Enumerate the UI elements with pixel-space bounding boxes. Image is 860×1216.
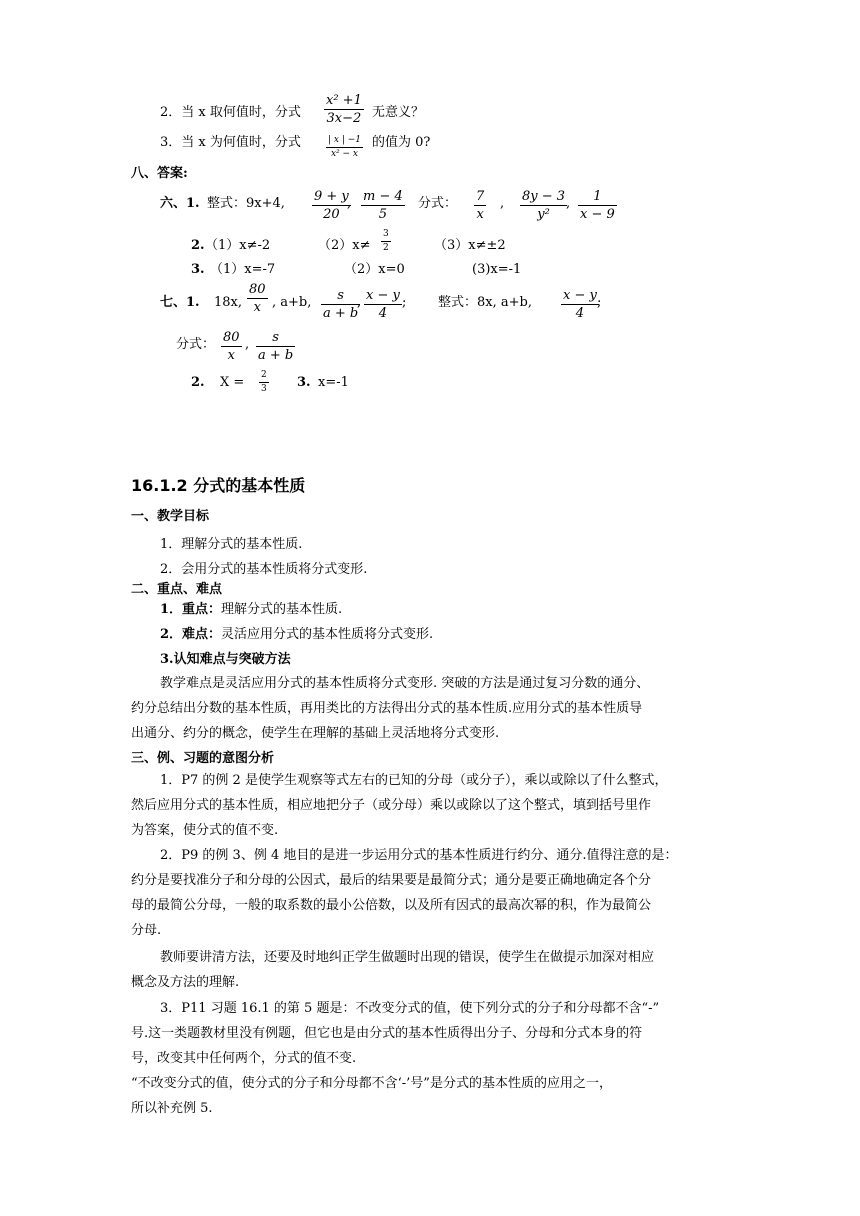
paragraph-3-line-1: 2．P9 的例 3、例 4 地目的是进一步运用分式的基本性质进行约分、通分.值得注意的是： bbox=[160, 848, 678, 863]
seven-label: 七、1. bbox=[160, 295, 200, 310]
seven-fraction-5: $\frac{80}{x}$ bbox=[223, 330, 240, 363]
six-2-a: （1）x≠-2 bbox=[205, 238, 271, 253]
seven-3-label: 3. bbox=[297, 375, 311, 390]
six-fraction-2: $\frac{m - 4}{5}$ bbox=[363, 189, 403, 222]
paragraph-1-line-2: 约分总结出分数的基本性质，再用类比的方法得出分式的基本性质.应用分式的基本性质导 bbox=[131, 701, 643, 716]
paragraph-6-line-2: 所以补充例 5. bbox=[131, 1101, 213, 1116]
heading-key-points: 二、重点、难点 bbox=[131, 582, 223, 597]
seven-fraction-4: $\frac{x - y}{4}$ bbox=[563, 288, 597, 321]
paragraph-5-line-1: 3．P11 习题 16.1 的第 5 题是：不改变分式的值，使下列分式的分子和分母都不含“-” bbox=[160, 1001, 660, 1016]
answers-heading: 八、答案: bbox=[131, 166, 188, 181]
paragraph-2-line-2: 然后应用分式的基本性质，相应地把分子（或分母）乘以或除以了这个整式，填到括号里作 bbox=[131, 798, 652, 813]
six-2-c: （3）x≠±2 bbox=[434, 238, 506, 253]
section-title: 16.1.2 分式的基本性质 bbox=[131, 476, 306, 495]
key-point-3: 3.认知难点与突破方法 bbox=[160, 652, 291, 667]
six-2-label: 2. bbox=[191, 238, 205, 253]
paragraph-6-line-1: “不改变分式的值，使分式的分子和分母都不含‘-’号”是分式的基本性质的应用之一， bbox=[131, 1076, 612, 1091]
seven-zhengshi: 整式：8x, a+b, bbox=[438, 295, 532, 310]
seven-semi-1: ; bbox=[402, 295, 407, 310]
paragraph-4-line-1: 教师要讲清方法，还要及时地纠正学生做题时出现的错误，使学生在做提示加深对相应 bbox=[160, 950, 655, 965]
six-comma-3: , bbox=[566, 196, 571, 211]
key-point-2: 2．难点：灵活应用分式的基本性质将分式变形. bbox=[160, 627, 434, 642]
seven-semi-2: ; bbox=[597, 295, 602, 310]
question-3-suffix: 的值为 0? bbox=[372, 135, 431, 150]
paragraph-3-line-4: 分母. bbox=[131, 923, 162, 938]
paragraph-1-line-1: 教学难点是灵活应用分式的基本性质将分式变形. 突破的方法是通过复习分数的通分、 bbox=[160, 676, 650, 691]
heading-examples: 三、例、习题的意图分析 bbox=[131, 751, 275, 766]
question-3-fraction: $\frac{| x | -1}{\text{x² − x}}$ bbox=[328, 135, 361, 159]
six-fraction-5: $\frac{1}{x - 9}$ bbox=[580, 189, 615, 222]
seven-2-label: 2. bbox=[191, 375, 205, 390]
paragraph-5-line-2: 号.这一类题教材里没有例题，但它也是由分式的基本性质得出分子、分母和分式本身的符 bbox=[131, 1026, 643, 1041]
goal-2: 2．会用分式的基本性质将分式变形. bbox=[160, 562, 368, 577]
six-comma-1: , bbox=[347, 196, 352, 211]
paragraph-2-line-3: 为答案，使分式的值不变. bbox=[131, 823, 279, 838]
key-point-1: 1．重点：理解分式的基本性质. bbox=[160, 602, 343, 617]
six-fenshi: 分式： bbox=[418, 196, 458, 211]
six-comma-2: , bbox=[500, 196, 505, 211]
paragraph-2-line-1: 1．P7 的例 2 是使学生观察等式左右的已知的分母（或分子），乘以或除以了什么整式， bbox=[160, 773, 668, 788]
six-3-label: 3. bbox=[191, 262, 205, 277]
paragraph-1-line-3: 出通分、约分的概念，使学生在理解的基础上灵活地将分式变形. bbox=[131, 726, 500, 741]
seven-fraction-6: $\frac{s}{a + b}$ bbox=[258, 330, 294, 363]
question-2-prefix: 2．当 x 取何值时，分式 bbox=[160, 105, 301, 120]
seven-comma-2: , bbox=[245, 337, 250, 352]
seven-fraction-2: $\frac{s}{a + b}$ bbox=[323, 288, 359, 321]
paragraph-3-line-2: 约分是要找准分子和分母的公因式，最后的结果要是最简分式；通分是要正确地确定各个分 bbox=[131, 873, 652, 888]
six-3-a: （1）x=-7 bbox=[210, 262, 276, 277]
seven-2-fraction: $\frac{2}{3}$ bbox=[261, 370, 267, 394]
seven-3-text: x=-1 bbox=[318, 375, 349, 390]
six-fraction-4: $\frac{8y - 3}{\text{y²}}$ bbox=[522, 189, 566, 222]
paragraph-3-line-3: 母的最简公分母，一般的取系数的最小公倍数，以及所有因式的最高次幂的积，作为最简公 bbox=[131, 898, 652, 913]
question-2-fraction: $\frac{\text{x² +1}}{3x-2}$ bbox=[326, 93, 362, 126]
six-fraction-3: $\frac{7}{x}$ bbox=[476, 189, 485, 222]
question-2-suffix: 无意义？ bbox=[372, 105, 425, 120]
six-label: 六、1. bbox=[160, 196, 200, 211]
heading-goals: 一、教学目标 bbox=[131, 509, 210, 524]
seven-comma: , bbox=[357, 295, 362, 310]
paragraph-4-line-2: 概念及方法的理解. bbox=[131, 975, 240, 990]
seven-2-text: X = bbox=[220, 375, 245, 390]
seven-t2: , a+b, bbox=[272, 295, 312, 310]
seven-fenshi: 分式： bbox=[176, 337, 216, 352]
goal-1: 1．理解分式的基本性质. bbox=[160, 537, 303, 552]
six-zhengshi: 整式：9x+4, bbox=[207, 196, 285, 211]
seven-fraction-1: $\frac{80}{x}$ bbox=[249, 282, 266, 315]
six-2-b-fraction: $\frac{3}{2}$ bbox=[383, 229, 389, 253]
six-2-b: （2）x≠ bbox=[318, 238, 371, 253]
question-3-prefix: 3．当 x 为何值时，分式 bbox=[160, 135, 301, 150]
seven-t1: 18x, bbox=[214, 295, 243, 310]
six-3-b: （2）x=0 bbox=[344, 262, 405, 277]
six-3-c: (3)x=-1 bbox=[472, 262, 522, 277]
six-fraction-1: $\frac{9 + y}{20}$ bbox=[314, 189, 349, 222]
paragraph-5-line-3: 号，改变其中任何两个，分式的值不变. bbox=[131, 1051, 357, 1066]
seven-fraction-3: $\frac{x - y}{4}$ bbox=[366, 288, 400, 321]
